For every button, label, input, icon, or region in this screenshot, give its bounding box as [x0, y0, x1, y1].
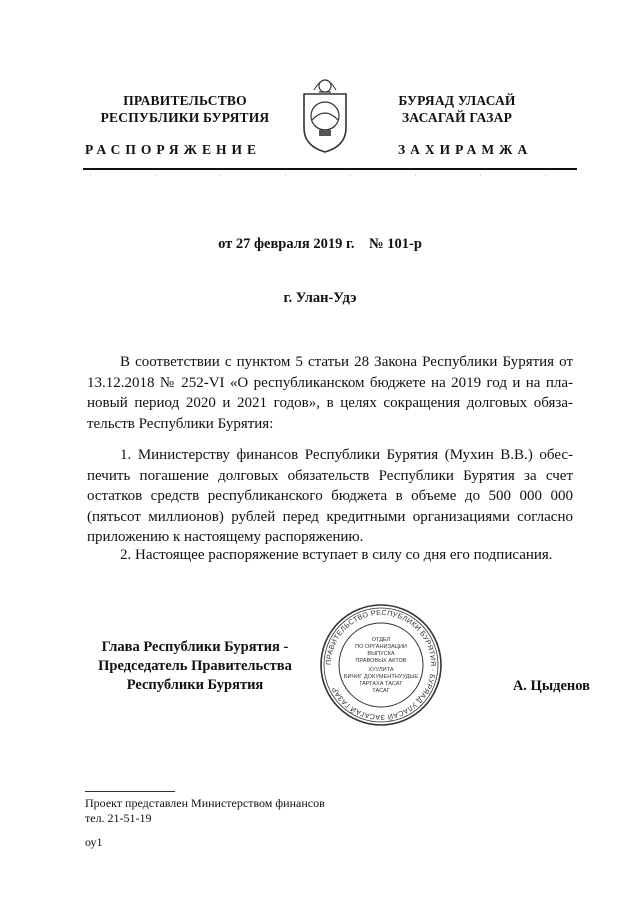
coat-of-arms-icon — [300, 76, 350, 154]
p2-line5: приложению к настоящему распоряжению. — [87, 529, 364, 545]
footer-line2: тел. 21-51-19 — [85, 811, 152, 825]
signatory-position — [80, 638, 310, 695]
header-right-line1: БУРЯАД УЛАСАЙ — [398, 93, 516, 108]
seal-line-2: ПО ОРГАНИЗАЦИИ — [355, 644, 407, 650]
signatory-name: А. Цыденов — [512, 678, 590, 694]
p2-line3: остатков средств республиканского бюджета в объеме до 500 000 000 — [87, 488, 573, 504]
paragraph-3: 2. Настоящее распоряжение вступает в силу со дня его подписания. — [120, 547, 553, 563]
paragraph-2 — [87, 445, 573, 548]
signatory-line2: Председатель Правительства — [98, 658, 292, 674]
header-right-block — [378, 92, 536, 126]
p1-line3: новый период 2020 и 2021 годов», в целях сокращения долговых обяза- — [87, 395, 573, 411]
signatory-line1: Глава Республики Бурятия - — [101, 639, 289, 655]
header-left-line1: ПРАВИТЕЛЬСТВО — [123, 93, 247, 108]
p2-line4: (пятьсот миллионов) рублей перед кредитными организациями согласно — [87, 508, 573, 525]
footer-code: оу1 — [85, 835, 103, 849]
seal-line-4: ПРАВОВЫХ АКТОВ — [355, 658, 407, 664]
header-dotted-divider — [90, 172, 580, 180]
seal-line-6: БИЧИГ ДОКУМЕНТНУУДЫЕ — [343, 674, 419, 680]
seal-ring-text: ПРАВИТЕЛЬСТВО РЕСПУБЛИКИ БУРЯТИЯ · БУРЯАД УЛАСАЙ ЗАСАГАЙ ГАЗАР — [323, 607, 439, 723]
header-left-line2: РЕСПУБЛИКИ БУРЯТИЯ — [100, 110, 270, 125]
footer-divider — [85, 791, 175, 792]
p2-line1: 1. Министерству финансов Республики Бурятия (Мухин В.В.) обес- — [120, 447, 573, 463]
document-date-number: от 27 февраля 2019 г. № 101-р — [218, 236, 422, 252]
seal-line-1: ОТДЕЛ — [371, 637, 391, 643]
svg-text:ПРАВИТЕЛЬСТВО РЕСПУБЛИКИ БУРЯТ — [324, 608, 438, 722]
footer-note — [85, 796, 325, 826]
seal-line-3: ВЫПУСКА — [367, 651, 395, 657]
seal-line-5: ХУУЛИТА — [368, 667, 394, 673]
header-right-title: ЗАХИРАМЖА — [398, 142, 533, 157]
official-seal — [318, 602, 444, 728]
signatory-line3: Республики Бурятия — [126, 677, 264, 693]
document-city: г. Улан-Удэ — [283, 290, 357, 306]
p1-line4: тельств Республики Бурятия: — [87, 415, 274, 432]
paragraph-1 — [87, 352, 573, 434]
footer-line1: Проект представлен Министерством финансов — [85, 796, 325, 810]
p1-line2: 13.12.2018 № 252-VI «О республиканском бюджете на 2019 год и на пла- — [87, 374, 573, 391]
header-right-line2: ЗАСАГАЙ ГАЗАР — [401, 110, 513, 125]
seal-line-7: ГАРГАХА ТАСАГ — [359, 681, 403, 687]
p1-line1: В соответствии с пунктом 5 статьи 28 Закона Республики Бурятия от — [120, 354, 573, 370]
header-left-block — [96, 92, 274, 126]
seal-line-8: ТАСАГ — [372, 688, 390, 694]
header-left-title: РАСПОРЯЖЕНИЕ — [85, 142, 262, 157]
p2-line2: печить погашение долговых обязательств Республики Бурятия за счет — [87, 467, 573, 484]
header-divider — [83, 168, 577, 170]
